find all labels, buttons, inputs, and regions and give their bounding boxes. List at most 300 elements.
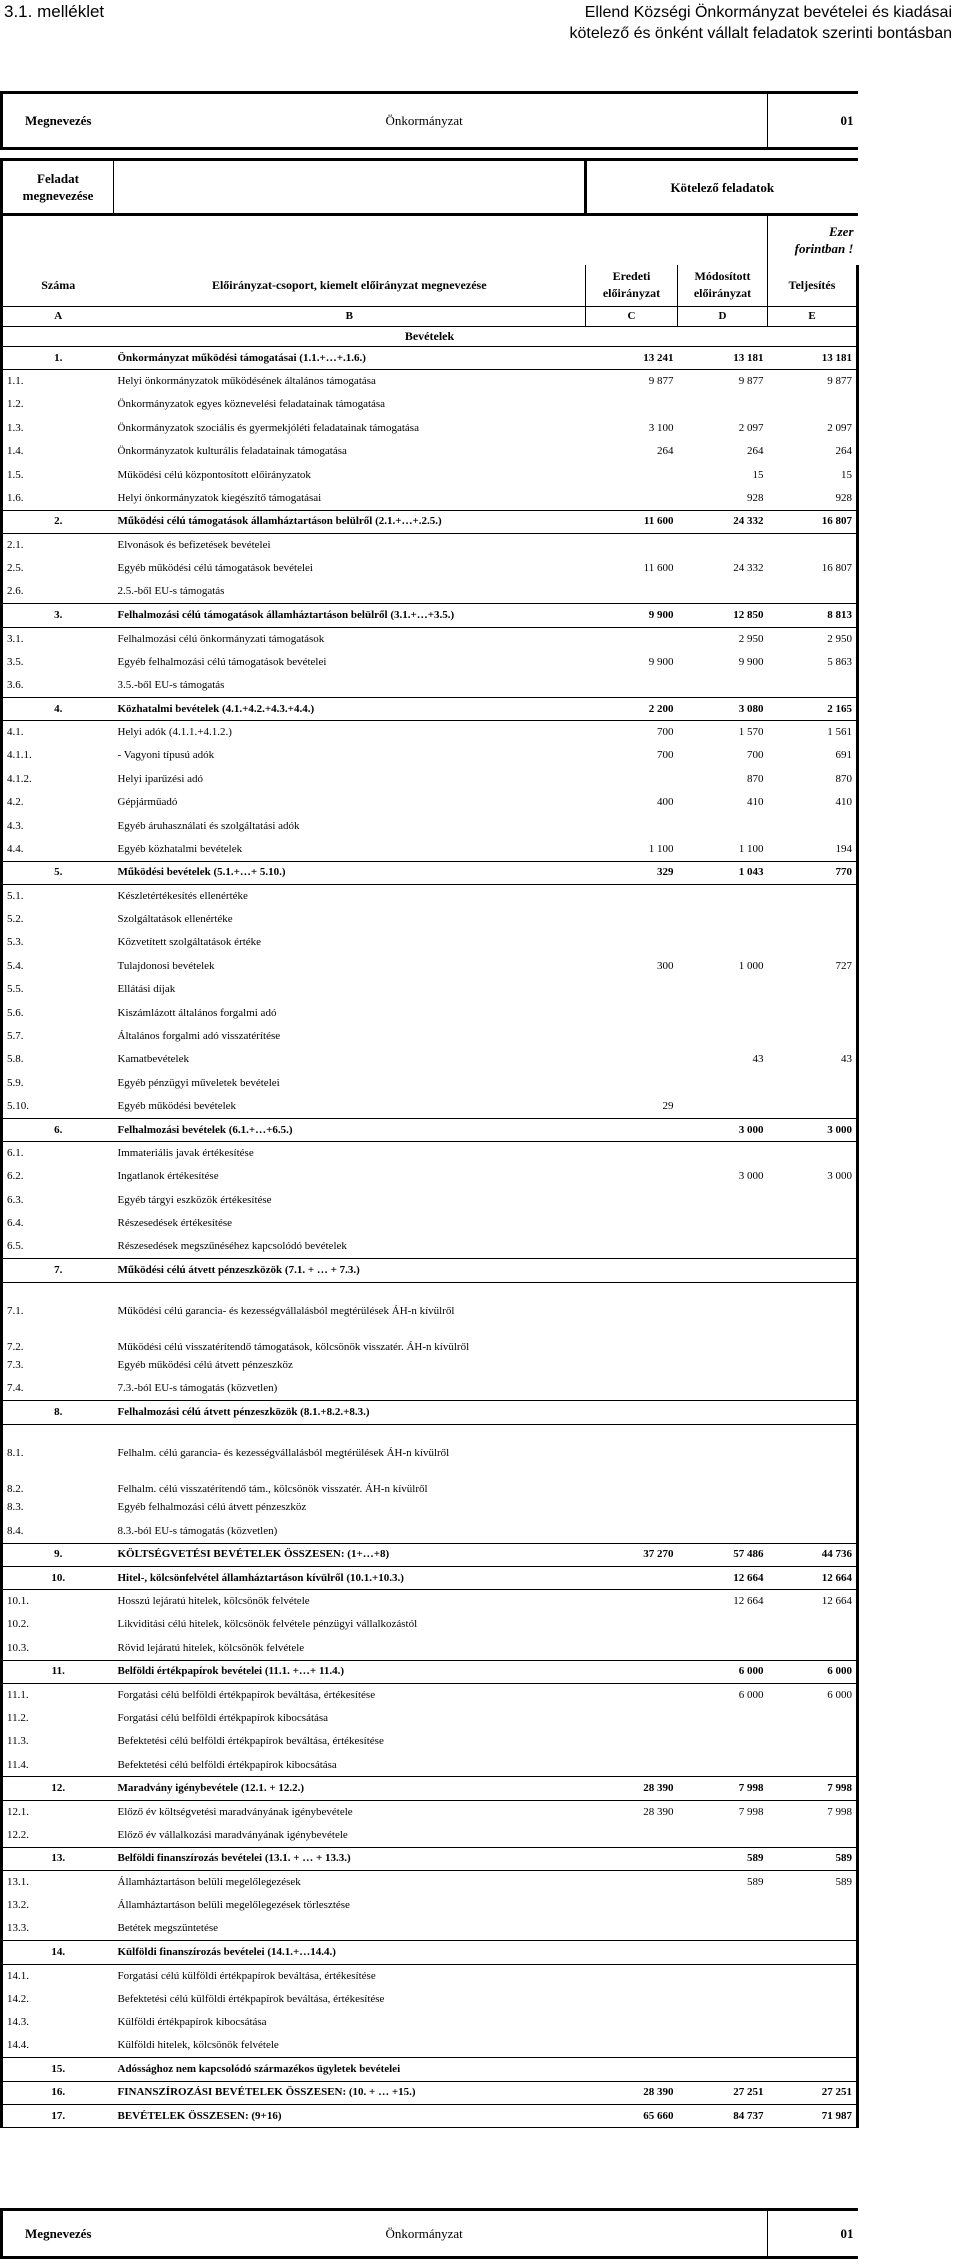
row-modositott [678,1001,768,1024]
table-row [2,440,858,463]
row-name: Egyéb tárgyi eszközök értékesítése [117,1193,272,1206]
row-teljesites [768,674,858,697]
row-code: 6.3. [2,1189,114,1212]
row-teljesites [768,1189,858,1212]
row-code: 8.2. [2,1460,114,1496]
row-eredeti [586,2011,678,2034]
row-name: Előző év költségvetési maradványának igénybevétele [117,1805,353,1818]
row-eredeti [586,1590,678,1613]
row-code: 4. [2,697,114,720]
row-eredeti [586,1754,678,1777]
row-modositott: 7 998 [738,1805,764,1818]
table-row [2,1025,858,1048]
row-name: Felhalm. célú visszatérítendő tám., kölcsönök visszatér. ÁH-n kívülről [117,1483,428,1496]
row-name: BEVÉTELEK ÖSSZESEN: (9+16) [114,2104,586,2127]
row-code: 15. [2,2058,114,2081]
row-teljesites: 44 736 [768,1543,858,1566]
row-teljesites: 6 000 [768,1660,858,1683]
row-modositott: 3 000 [678,1118,768,1141]
table-row [2,463,858,486]
row-modositott: 12 850 [678,604,768,627]
row-teljesites [768,2058,858,2081]
row-name: Közvetített szolgáltatások értéke [117,936,262,949]
row-code: 3.5. [2,651,114,674]
table-row [2,884,858,907]
summary-row [2,604,858,627]
table-row [2,1189,858,1212]
col-modositott-text: Módosított előirányzat [693,269,752,301]
summary-row [2,1543,858,1566]
summary-row [2,1941,858,1964]
row-code: 10.2. [2,1613,114,1636]
row-eredeti [586,814,678,837]
row-teljesites: 16 807 [768,510,858,533]
row-modositott: 27 251 [678,2081,768,2104]
row-code: 10.3. [2,1637,114,1660]
title-line-2: kötelező és önként vállalt feladatok szerinti bontásban [569,25,952,42]
row-code: 8.3. [2,1496,114,1519]
row-teljesites: 8 813 [768,604,858,627]
row-eredeti [586,1988,678,2011]
row-name: Betétek megszüntetése [117,1922,218,1935]
row-eredeti [586,1941,678,1964]
row-teljesites [768,884,858,907]
letter-b: B [114,307,586,327]
row-eredeti [586,2034,678,2057]
row-teljesites [768,908,858,931]
row-name: Önkormányzatok egyes köznevelési feladatainak támogatása [117,398,386,411]
column-header-row [2,265,858,307]
row-code: 5.7. [2,1025,114,1048]
onkormanyzat-text: Önkormányzat [385,113,463,128]
table-row [2,393,858,416]
header-megnevezes-row [2,93,858,149]
summary-row [2,2104,858,2127]
row-name: - Vagyoni típusú adók [117,749,215,762]
row-teljesites [768,1401,858,1424]
row-modositott: 7 998 [678,1777,768,1800]
row-name: Belföldi finanszírozás bevételei (13.1. + … + 13.3.) [114,1847,586,1870]
row-eredeti [586,1871,678,1894]
spacer-row [2,149,858,160]
table-row [2,1871,858,1894]
row-code: 4.1. [2,721,114,744]
row-code: 4.3. [2,814,114,837]
col-eredeti [586,265,678,307]
row-modositott [678,580,768,603]
row-modositott [678,1520,768,1543]
row-modositott: 3 080 [678,697,768,720]
row-code: 13.2. [2,1894,114,1917]
row-teljesites [768,1142,858,1165]
budget-table [0,91,859,2128]
row-eredeti [586,1424,678,1460]
column-letter-row [2,307,858,327]
row-name: Egyéb felhalmozási célú támogatások bevételei [117,655,327,668]
row-teljesites [768,1318,858,1354]
row-modositott: 3 000 [738,1170,764,1183]
row-modositott [678,1095,768,1118]
table-row [2,791,858,814]
row-eredeti: 28 390 [643,1805,674,1818]
row-modositott [678,1354,768,1377]
row-name: Működési célú átvett pénzeszközök (7.1. + … + 7.3.) [114,1259,586,1282]
table-row [2,1824,858,1847]
row-code: 1.1. [2,370,114,393]
row-modositott [678,931,768,954]
row-eredeti [586,1142,678,1165]
row-teljesites: 3 000 [768,1165,858,1188]
row-teljesites: 27 251 [768,2081,858,2104]
row-modositott: 1 100 [738,842,764,855]
row-eredeti [586,627,678,650]
table-row [2,955,858,978]
summary-row [2,1847,858,1870]
row-teljesites [768,1378,858,1401]
row-modositott [678,1637,768,1660]
row-eredeti: 28 390 [586,2081,678,2104]
row-name: Befektetési célú külföldi értékpapírok beváltása, értékesítése [117,1992,385,2005]
row-name: Készletértékesítés ellenértéke [117,889,248,902]
row-teljesites: 13 181 [768,347,858,370]
row-teljesites: 7 998 [768,1777,858,1800]
row-name: Külföldi hitelek, kölcsönök felvétele [117,2039,279,2052]
row-name: Tulajdonosi bevételek [117,959,215,972]
row-eredeti [586,1282,678,1318]
row-modositott [678,1189,768,1212]
row-name: Felhalmozási célú átvett pénzeszközök (8.1.+8.2.+8.3.) [114,1401,586,1424]
row-modositott: 410 [747,796,764,809]
row-teljesites [768,2034,858,2057]
row-teljesites [768,1025,858,1048]
row-eredeti [586,1001,678,1024]
row-eredeti [586,1025,678,1048]
row-code: 17. [2,2104,114,2127]
row-teljesites [768,978,858,1001]
row-eredeti: 9 877 [648,375,674,388]
row-modositott [678,1941,768,1964]
row-name: Forgatási célú belföldi értékpapírok beváltása, értékesítése [117,1688,376,1701]
row-code: 7. [2,1259,114,1282]
row-eredeti [586,1165,678,1188]
table-row [2,1072,858,1095]
row-modositott [678,1707,768,1730]
table-row [2,1095,858,1118]
row-name: Egyéb pénzügyi műveletek bevételei [117,1076,280,1089]
row-eredeti: 329 [586,861,678,884]
row-modositott [678,1235,768,1258]
kotelezo-label: Kötelező feladatok [586,160,858,215]
row-teljesites [768,2011,858,2034]
table-row [2,1048,858,1071]
row-code: 1.2. [2,393,114,416]
table-row [2,978,858,1001]
row-teljesites: 194 [768,838,858,861]
row-modositott: 84 737 [678,2104,768,2127]
summary-row [2,1660,858,1683]
row-name: Önkormányzat működési támogatásai (1.1.+…+.1.6.) [114,347,586,370]
row-eredeti [586,1118,678,1141]
row-modositott [678,1894,768,1917]
row-modositott [678,1496,768,1519]
row-teljesites: 3 000 [768,1118,858,1141]
row-modositott [678,1730,768,1753]
row-name: Felhalmozási bevételek (6.1.+…+6.5.) [114,1118,586,1141]
col-eredeti-text: Eredeti előirányzat [602,269,661,301]
row-name: KÖLTSÉGVETÉSI BEVÉTELEK ÖSSZESEN: (1+…+8) [114,1543,586,1566]
row-teljesites [768,1424,858,1460]
table-row [2,931,858,954]
row-eredeti: 3 100 [648,421,674,434]
row-code: 13.3. [2,1917,114,1940]
unit-note [768,215,858,265]
row-teljesites: 7 998 [768,1800,858,1823]
row-modositott: 870 [747,772,764,785]
row-name: Egyéb működési célú támogatások bevételei [117,562,313,575]
row-modositott [678,1142,768,1165]
col-teljesites: Teljesítés [768,265,858,307]
row-code: 14.1. [2,1964,114,1987]
row-name: Egyéb felhalmozási célú átvett pénzeszköz [117,1501,307,1514]
table-row [2,1318,858,1354]
table-row [2,1354,858,1377]
row-name: Ingatlanok értékesítése [117,1170,219,1183]
row-teljesites [768,1894,858,1917]
row-teljesites: 727 [768,955,858,978]
section-row [2,327,858,347]
row-modositott [678,978,768,1001]
table-row [2,1964,858,1987]
row-code: 11. [2,1660,114,1683]
row-code: 12.1. [2,1800,114,1823]
row-name: 2.5.-ből EU-s támogatás [117,585,225,598]
feladat-blank [114,160,586,215]
row-eredeti [586,1520,678,1543]
table-row [2,370,858,393]
row-name: Forgatási célú külföldi értékpapírok beváltása, értékesítése [117,1969,376,1982]
megnevezes-label: Megnevezés [2,93,114,149]
row-teljesites: 589 [768,1847,858,1870]
row-code: 2. [2,510,114,533]
feladat-text: Feladat megnevezése [22,171,94,203]
row-modositott: 1 000 [738,959,764,972]
row-code: 1.6. [2,487,114,510]
row-eredeti: 28 390 [586,1777,678,1800]
row-name: Működési bevételek (5.1.+…+ 5.10.) [114,861,586,884]
letter-e: E [768,307,858,327]
row-name: Forgatási célú belföldi értékpapírok kibocsátása [117,1712,329,1724]
row-teljesites: 6 000 [768,1683,858,1706]
row-eredeti [586,1683,678,1706]
row-eredeti [586,674,678,697]
row-name: Működési célú központosított előirányzatok [117,468,311,481]
row-code: 7.1. [2,1282,114,1318]
row-name: Felhalmozási célú támogatások államháztartáson belülről (3.1.+…+3.5.) [114,604,586,627]
row-name: 7.3.-ból EU-s támogatás (közvetlen) [117,1382,278,1395]
row-code: 8.1. [2,1424,114,1460]
table-row [2,1001,858,1024]
row-teljesites [768,1730,858,1753]
summary-row [2,1566,858,1589]
row-name: Ellátási díjak [117,983,176,996]
row-eredeti [586,1318,678,1354]
row-name: Immateriális javak értékesítése [117,1147,254,1160]
row-name: Helyi önkormányzatok működésének általános támogatása [117,375,376,388]
row-code: 6. [2,1118,114,1141]
footer-onkormanyzat-text: Önkormányzat [385,2226,463,2241]
row-teljesites [768,814,858,837]
row-teljesites [768,1964,858,1987]
row-name: Helyi iparűzési adó [117,772,204,785]
table-row [2,557,858,580]
row-teljesites: 2 950 [768,627,858,650]
row-code: 11.3. [2,1730,114,1753]
row-teljesites: 12 664 [768,1590,858,1613]
summary-row [2,1777,858,1800]
row-name: Befektetési célú belföldi értékpapírok kibocsátása [117,1758,337,1771]
footer-code: 01 [768,2210,858,2258]
row-teljesites [768,580,858,603]
summary-row [2,2081,858,2104]
row-name: Önkormányzatok szociális és gyermekjóléti feladatainak támogatása [117,421,419,434]
table-row [2,651,858,674]
row-teljesites: 410 [768,791,858,814]
summary-row [2,510,858,533]
row-code: 8.4. [2,1520,114,1543]
row-name: Rövid lejáratú hitelek, kölcsönök felvétele [117,1641,305,1654]
row-modositott: 6 000 [738,1688,764,1701]
row-eredeti [586,1917,678,1940]
row-teljesites [768,1988,858,2011]
row-modositott: 928 [747,491,764,504]
row-teljesites: 15 [768,463,858,486]
row-modositott: 9 877 [738,375,764,388]
row-eredeti [586,1259,678,1282]
row-code: 10.1. [2,1590,114,1613]
row-eredeti: 37 270 [586,1543,678,1566]
row-teljesites: 16 807 [768,557,858,580]
row-eredeti: 400 [657,796,674,809]
feladat-label [2,160,114,215]
row-eredeti [586,1707,678,1730]
row-modositott [678,674,768,697]
col-name: Előirányzat-csoport, kiemelt előirányzat megnevezése [114,265,586,307]
row-eredeti: 13 241 [586,347,678,370]
row-code: 7.3. [2,1354,114,1377]
row-teljesites: 928 [768,487,858,510]
row-eredeti [586,1401,678,1424]
row-teljesites [768,1754,858,1777]
row-modositott: 57 486 [678,1543,768,1566]
row-teljesites [768,534,858,557]
row-code: 13.1. [2,1871,114,1894]
table-row [2,1988,858,2011]
row-code: 6.5. [2,1235,114,1258]
row-modositott: 589 [747,1875,764,1888]
row-name: Helyi önkormányzatok kiegészítő támogatásai [117,491,322,504]
row-teljesites: 770 [768,861,858,884]
row-modositott [678,2034,768,2057]
row-eredeti [586,768,678,791]
row-eredeti [586,1048,678,1071]
table-row [2,1707,858,1730]
row-name: Maradvány igénybevétele (12.1. + 12.2.) [114,1777,586,1800]
row-teljesites: 264 [768,440,858,463]
row-code: 5.3. [2,931,114,954]
unit-code: 01 [768,93,858,149]
row-code: 4.1.2. [2,768,114,791]
table-row [2,1590,858,1613]
summary-row [2,1259,858,1282]
row-name: Egyéb közhatalmi bevételek [117,842,243,855]
row-code: 1.5. [2,463,114,486]
row-eredeti [586,1847,678,1870]
row-name: Működési célú garancia- és kezességvállalásból megtérülések ÁH-n kívülről [117,1305,455,1318]
table-row [2,1378,858,1401]
row-name: Befektetési célú belföldi értékpapírok beváltása, értékesítése [117,1735,384,1748]
row-code: 11.1. [2,1683,114,1706]
row-name: Hitel-, kölcsönfelvétel államháztartáson kívülről (10.1.+10.3.) [114,1566,586,1589]
summary-row [2,697,858,720]
row-code: 1.3. [2,417,114,440]
row-teljesites [768,1460,858,1496]
row-teljesites [768,1235,858,1258]
row-code: 5.8. [2,1048,114,1071]
unit-line-2: forintban ! [794,241,854,257]
row-teljesites [768,1354,858,1377]
row-modositott: 589 [678,1847,768,1870]
row-code: 12. [2,1777,114,1800]
row-teljesites [768,1259,858,1282]
table-row [2,674,858,697]
row-modositott [678,884,768,907]
table-row [2,1142,858,1165]
letter-c: C [586,307,678,327]
row-teljesites: 1 561 [768,721,858,744]
row-modositott [678,1460,768,1496]
row-modositott: 2 950 [738,632,764,645]
row-modositott [678,2058,768,2081]
unit-row [2,215,858,265]
row-code: 3.6. [2,674,114,697]
row-teljesites: 5 863 [768,651,858,674]
row-eredeti [586,1660,678,1683]
table-row [2,1165,858,1188]
row-code: 13. [2,1847,114,1870]
row-name: Hosszú lejáratú hitelek, kölcsönök felvétele [117,1595,310,1608]
row-modositott: 1 570 [738,726,764,739]
document-title [570,2,952,44]
row-modositott [678,393,768,416]
letter-a: A [2,307,114,327]
row-code: 4.1.1. [2,744,114,767]
row-modositott: 24 332 [733,562,764,575]
row-eredeti [586,2058,678,2081]
table-row [2,487,858,510]
row-name: Egyéb áruhasználati és szolgáltatási adók [117,819,300,832]
row-teljesites [768,1613,858,1636]
table-row [2,1754,858,1777]
row-modositott [678,1917,768,1940]
row-eredeti [586,534,678,557]
row-modositott: 15 [752,468,764,481]
row-code: 7.2. [2,1318,114,1354]
row-eredeti [586,1964,678,1987]
row-eredeti [586,1212,678,1235]
row-code: 5.6. [2,1001,114,1024]
row-teljesites: 691 [768,744,858,767]
row-teljesites [768,1941,858,1964]
